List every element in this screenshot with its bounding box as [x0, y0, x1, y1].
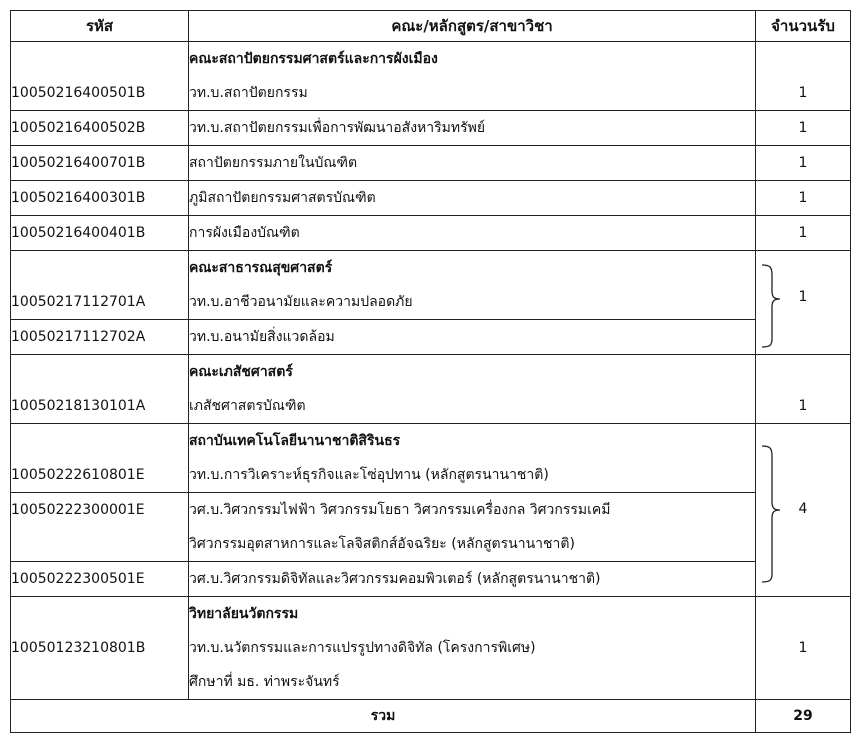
table-row	[11, 424, 851, 493]
program-code: 10050222300501E	[11, 571, 145, 587]
program-code: 10050216400501B	[11, 85, 146, 101]
faculty-title: วิทยาลัยนวัตกรรม	[189, 606, 299, 622]
header-program: คณะ/หลักสูตร/สาขาวิชา	[189, 11, 756, 42]
program-code: 10050222300001E	[11, 502, 145, 518]
shared-quota-cell	[756, 251, 851, 355]
program-code: 10050216400502B	[11, 120, 146, 136]
quota-value: 1	[798, 120, 808, 136]
program-code: 10050218130101A	[11, 398, 146, 414]
program-name: การผังเมืองบัณฑิต	[189, 225, 300, 241]
table-row	[11, 146, 851, 181]
total-value: 29	[756, 700, 851, 733]
program-name: วท.บ.อนามัยสิ่งแวดล้อม	[189, 329, 335, 345]
program-name: วท.บ.การวิเคราะห์ธุรกิจและโซ่อุปทาน (หลักสูตรนานาชาติ)	[189, 467, 549, 483]
program-name: วท.บ.อาชีวอนามัยและความปลอดภัย	[189, 294, 413, 310]
program-name: ภูมิสถาปัตยกรรมศาสตรบัณฑิต	[189, 190, 376, 206]
quota-value: 1	[798, 155, 808, 171]
program-code: 10050217112702A	[11, 329, 146, 345]
table-row	[11, 562, 851, 597]
program-name: วท.บ.สถาปัตยกรรมเพื่อการพัฒนาอสังหาริมทรัพย์	[189, 120, 486, 136]
quota-value: 1	[798, 398, 808, 414]
table-row	[11, 216, 851, 251]
quota-value: 4	[798, 501, 808, 517]
program-name: วศ.บ.วิศวกรรมดิจิทัลและวิศวกรรมคอมพิวเตอร์ (หลักสูตรนานาชาติ)	[189, 571, 601, 587]
program-code: 10050216400401B	[11, 225, 146, 241]
program-name-line2: วิศวกรรมอุตสาหการและโลจิสติกส์อัจฉริยะ (หลักสูตรนานาชาติ)	[189, 536, 575, 552]
quota-value: 1	[798, 190, 808, 206]
program-name: สถาปัตยกรรมภายในบัณฑิต	[189, 155, 358, 171]
faculty-title: คณะเภสัชศาสตร์	[189, 364, 293, 380]
quota-value: 1	[798, 289, 808, 305]
table-row	[11, 181, 851, 216]
program-code: 10050222610801E	[11, 467, 145, 483]
program-name: วท.บ.สถาปัตยกรรม	[189, 85, 308, 101]
table-row	[11, 493, 851, 562]
table-row	[11, 320, 851, 355]
program-name: วท.บ.นวัตกรรมและการแปรรูปทางดิจิทัล (โครงการพิเศษ)	[189, 640, 536, 656]
program-name-line2: ศึกษาที่ มธ. ท่าพระจันทร์	[189, 674, 340, 690]
quota-value: 1	[798, 640, 808, 656]
faculty-title: สถาบันเทคโนโลยีนานาชาติสิรินธร	[189, 433, 401, 449]
total-row	[11, 700, 851, 733]
program-code: 10050216400301B	[11, 190, 146, 206]
table-row	[11, 355, 851, 424]
faculty-title: คณะสาธารณสุขศาสตร์	[189, 260, 333, 276]
total-label: รวม	[11, 700, 756, 733]
table-row	[11, 251, 851, 320]
header-row	[11, 11, 851, 42]
quota-value: 1	[798, 85, 808, 101]
faculty-title: คณะสถาปัตยกรรมศาสตร์และการผังเมือง	[189, 51, 438, 67]
program-name: วศ.บ.วิศวกรรมไฟฟ้า วิศวกรรมโยธา วิศวกรรมเครื่องกล วิศวกรรมเคมี	[189, 502, 611, 518]
table-row	[11, 111, 851, 146]
header-code: รหัส	[11, 11, 189, 42]
program-name: เภสัชศาสตรบัณฑิต	[189, 398, 306, 414]
table-row	[11, 597, 851, 700]
quota-value: 1	[798, 225, 808, 241]
program-code: 10050216400701B	[11, 155, 146, 171]
table-row	[11, 42, 851, 111]
program-code: 10050123210801B	[11, 640, 146, 656]
shared-quota-cell	[756, 424, 851, 597]
program-code: 10050217112701A	[11, 294, 146, 310]
header-quota: จำนวนรับ	[756, 11, 851, 42]
quota-table	[10, 10, 851, 733]
